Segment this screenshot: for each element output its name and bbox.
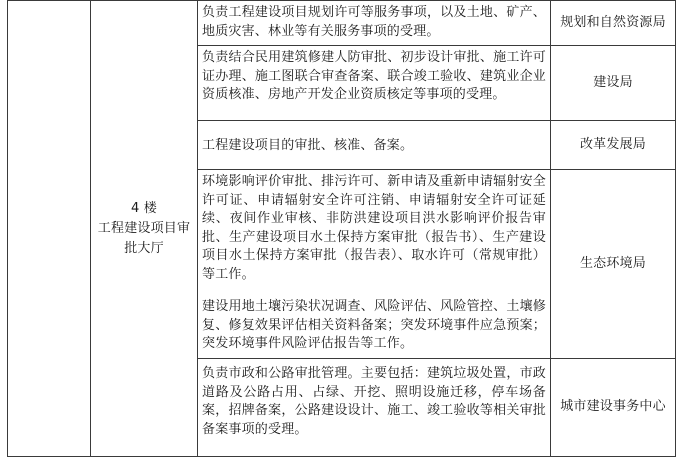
hall-label-line1: 工程建设项目审 (97, 220, 191, 236)
row-description: 负责工程建设项目规划许可等服务事项，以及土地、矿产、地质灾害、林业等有关服务事项的受理。 (202, 5, 546, 39)
hall-label-line2: 批大厅 (124, 240, 164, 256)
row-department: 规划和自然资源局 (560, 14, 666, 30)
table-border-left (7, 0, 8, 457)
row-description: 负责市政和公路审批管理。主要包括：建筑垃圾处置，市政道路及公路占用、占绿、开挖、照明设施迁移，停车场备案，招牌备案，公路建设设计、施工、竣工验收等相关审批备案事项的受理。 (202, 366, 546, 437)
row-department: 建设局 (593, 74, 633, 90)
floor-hall-cell (91, 0, 197, 457)
floor-label: 4 楼 (130, 200, 157, 216)
row-description-continued: 建设用地土壤污染状况调查、风险评估、风险管控、土壤修复、修复效果评估相关资料备案；突发环境事件应急预案；突发环境事件风险评估报告等工作。 (202, 299, 546, 351)
row-description: 工程建设项目的审批、核准、备案。 (202, 138, 414, 153)
row-department: 城市建设事务中心 (560, 399, 666, 415)
row-description: 环境影响评价审批、排污许可、新申请及重新申请辐射安全许可证、申请辐射安全许可注销、申请辐射安全许可证延续、夜间作业审核、非防洪建设项目洪水影响评价报告审批、生产建设项目水土保持方案审批（报告书）、生产建设项目水土保持方案审批（报告表）、取水许可（常规审批）等工作。 (202, 174, 546, 282)
row-description: 负责结合民用建筑修建人防审批、初步设计审批、施工许可证办理、施工图联合审查备案、联合竣工验收、建筑业企业资质核准、房地产开发企业资质核定等事项的受理。 (202, 50, 546, 102)
row-department: 改革发展局 (579, 136, 646, 152)
row-department: 生态环境局 (579, 255, 646, 271)
